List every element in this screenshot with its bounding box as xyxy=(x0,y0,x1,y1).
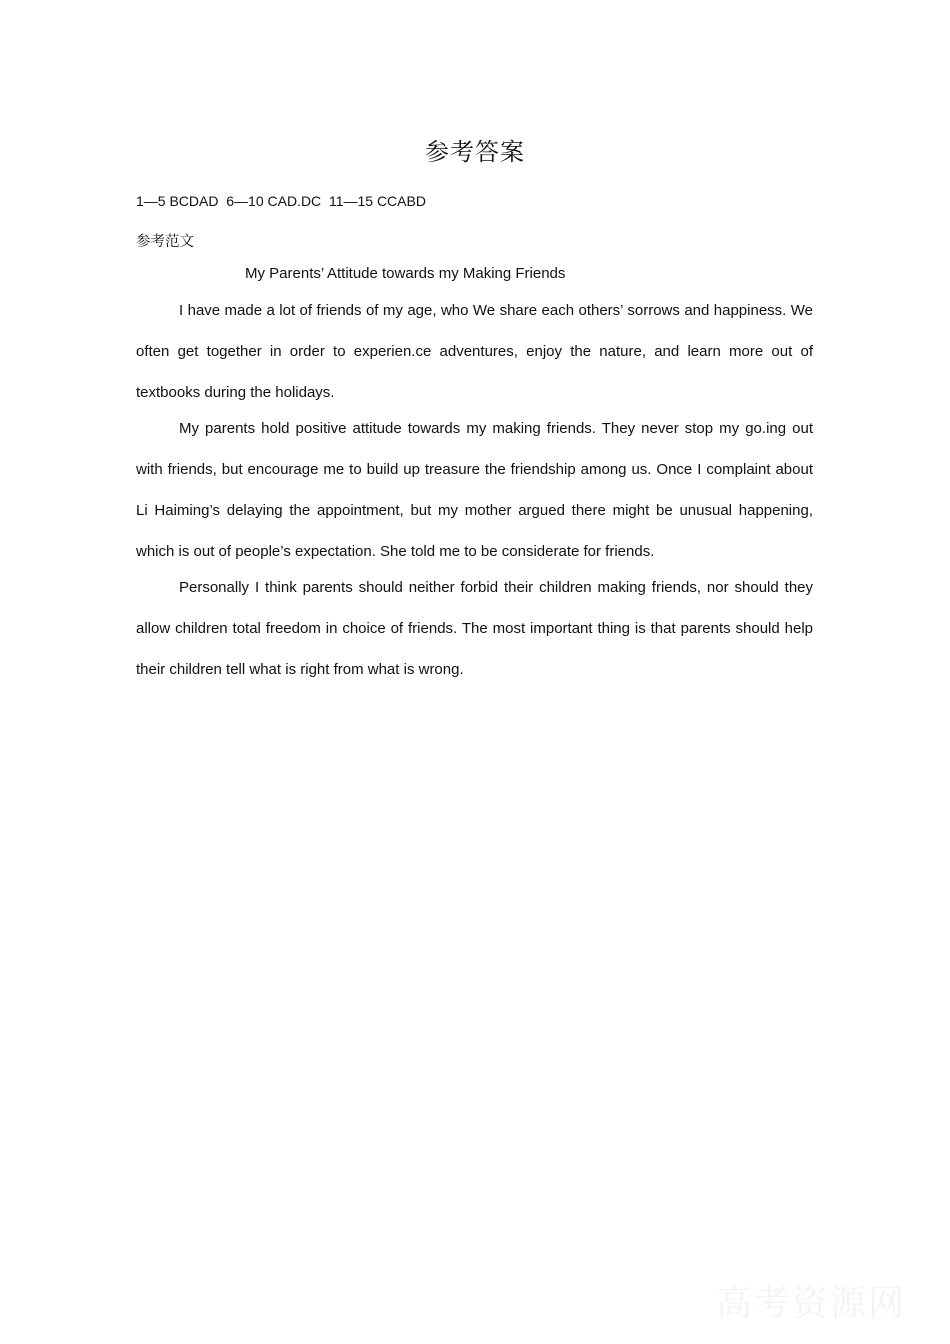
page-title: 参考答案 xyxy=(425,138,525,166)
essay-body xyxy=(136,290,813,685)
essay-title: My Parents’ Attitude towards my Making Friends xyxy=(245,265,566,282)
watermark: 高考资源网 xyxy=(715,1283,906,1324)
answer-key: 1—5 BCDAD 6—10 CAD.DC 11—15 CCABD xyxy=(136,193,426,209)
essay-paragraph-1: I have made a lot of friends of my age, who We share each others’ sorrows and happiness. We often get together in order to experien.ce adventures, enjoy the nature, and learn more out of textbooks during the holidays. xyxy=(136,302,813,401)
sample-essay-label: 参考范文 xyxy=(136,234,194,250)
essay-paragraph-3: Personally I think parents should neither forbid their children making friends, nor should they allow children total freedom in choice of friends. The most important thing is that parents should help their children tell what is right from what is wrong. xyxy=(136,579,813,678)
essay-paragraph-2: My parents hold positive attitude towards my making friends. They never stop my go.ing out with friends, but encourage me to build up treasure the friendship among us. Once I complaint about Li Haiming’s delaying the appointment, but my mother argued there might be unusual happening, which is out of people’s expectation. She told me to be considerate for friends. xyxy=(136,420,813,560)
